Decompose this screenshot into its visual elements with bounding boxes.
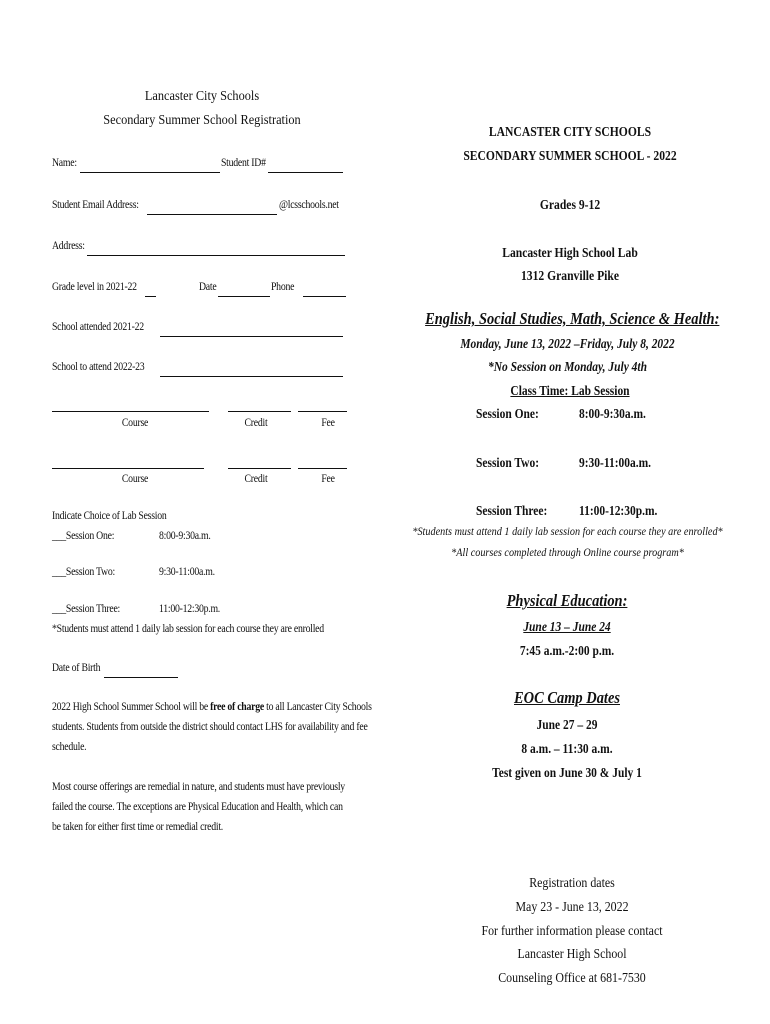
free-bold: free of charge (210, 701, 264, 713)
free-after: to all Lancaster City Schools students. Students from outside the district should contact LHS for availability and fee schedule. (52, 701, 372, 753)
name-label: Name: (52, 157, 77, 169)
school-to-attend-field[interactable] (160, 376, 343, 377)
reg-line-1: Registration dates (529, 876, 615, 891)
lab-choice-one-label: Session One: (65, 530, 115, 542)
left-header-line2: Secondary Summer School Registration (103, 113, 301, 128)
lab-choice-three-time: 11:00-12:30p.m. (159, 603, 220, 615)
free-of-charge-paragraph (52, 697, 382, 757)
school-attended-field[interactable] (160, 336, 343, 337)
location-2: 1312 Granville Pike (520, 268, 620, 283)
location-1: Lancaster High School Lab (502, 245, 638, 260)
pe-title: Physical Education: (506, 591, 628, 610)
grade-label: Grade level in 2021-22 (52, 281, 137, 293)
right-session-two-label: Session Two: (476, 455, 540, 470)
fee-label-1: Fee (321, 417, 335, 429)
lab-note: *Students must attend 1 daily lab session for each course they are enrolled (52, 623, 324, 635)
lab-choice-one[interactable] (52, 530, 114, 542)
credit-label-2: Credit (244, 473, 268, 485)
school-to-attend-label: School to attend 2022-23 (52, 361, 145, 373)
lab-choice-one-blank: ___ (52, 530, 66, 542)
right-session-three-label: Session Three: (476, 503, 548, 518)
dob-label: Date of Birth (52, 662, 101, 674)
name-field[interactable] (80, 172, 220, 173)
lab-choice-three[interactable] (52, 603, 120, 615)
right-title-1: LANCASTER CITY SCHOOLS (488, 124, 652, 139)
eoc-dates: June 27 – 29 (536, 717, 598, 732)
fee-field-2[interactable] (298, 468, 347, 469)
right-session-three-time: 11:00-12:30p.m. (579, 503, 658, 518)
course-label-1: Course (121, 417, 149, 429)
right-session-two-time: 9:30-11:00a.m. (579, 455, 652, 470)
free-before: 2022 High School Summer School will be (52, 701, 211, 713)
credit-label-1: Credit (244, 417, 268, 429)
course-field-2[interactable] (52, 468, 204, 469)
subjects-heading: English, Social Studies, Math, Science & Health: (425, 309, 720, 328)
reg-line-4: Lancaster High School (517, 947, 627, 962)
right-note-1: *Students must attend 1 daily lab session for each course they are enrolled* (412, 524, 723, 538)
course-field-1[interactable] (52, 411, 209, 412)
summer-dates: Monday, June 13, 2022 –Friday, July 8, 2022 (460, 336, 675, 351)
credit-field-2[interactable] (228, 468, 291, 469)
eoc-time: 8 a.m. – 11:30 a.m. (521, 741, 613, 756)
pe-time: 7:45 a.m.-2:00 p.m. (519, 643, 615, 658)
lab-choice-three-label: Session Three: (65, 603, 120, 615)
date-label: Date (199, 281, 217, 293)
fee-label-2: Fee (321, 473, 335, 485)
lab-choice-one-time: 8:00-9:30a.m. (159, 530, 211, 542)
email-suffix: @lcsschools.net (279, 199, 339, 211)
student-id-label: Student ID# (221, 157, 266, 169)
lab-choice-two[interactable] (52, 566, 115, 578)
address-field[interactable] (87, 255, 345, 256)
lab-heading: Indicate Choice of Lab Session (52, 510, 167, 522)
reg-line-3: For further information please contact (481, 924, 663, 939)
date-field[interactable] (218, 296, 270, 297)
right-session-one-time: 8:00-9:30a.m. (579, 406, 646, 421)
class-time-heading: Class Time: Lab Session (510, 383, 630, 398)
fee-field-1[interactable] (298, 411, 347, 412)
course-label-2: Course (121, 473, 149, 485)
school-attended-label: School attended 2021-22 (52, 321, 144, 333)
grade-field[interactable] (145, 296, 156, 297)
email-field[interactable] (147, 214, 277, 215)
right-title-2: SECONDARY SUMMER SCHOOL - 2022 (463, 148, 677, 163)
student-id-field[interactable] (268, 172, 343, 173)
reg-line-2: May 23 - June 13, 2022 (515, 900, 629, 915)
eoc-title: EOC Camp Dates (514, 688, 620, 707)
lab-choice-two-label: Session Two: (65, 566, 115, 578)
eoc-test: Test given on June 30 & July 1 (492, 765, 642, 780)
right-session-one-label: Session One: (476, 406, 539, 421)
lab-choice-three-blank: ___ (52, 603, 66, 615)
lab-choice-two-time: 9:30-11:00a.m. (159, 566, 215, 578)
remedial-paragraph: Most course offerings are remedial in nature, and students must have previously failed the course. The exceptions are Physical Education and Health, which can be taken for either first time or remedial credit. (52, 781, 345, 833)
phone-label: Phone (271, 281, 295, 293)
left-header-line1: Lancaster City Schools (144, 89, 260, 104)
no-session-note: *No Session on Monday, July 4th (487, 359, 647, 374)
pe-dates: June 13 – June 24 (523, 619, 611, 634)
dob-field[interactable] (104, 677, 178, 678)
phone-field[interactable] (303, 296, 346, 297)
right-note-2: *All courses completed through Online course program* (451, 545, 684, 559)
reg-line-5: Counseling Office at 681-7530 (498, 971, 646, 986)
address-label: Address: (52, 240, 85, 252)
credit-field-1[interactable] (228, 411, 291, 412)
lab-choice-two-blank: ___ (52, 566, 66, 578)
email-label: Student Email Address: (52, 199, 139, 211)
grades: Grades 9-12 (539, 197, 601, 212)
